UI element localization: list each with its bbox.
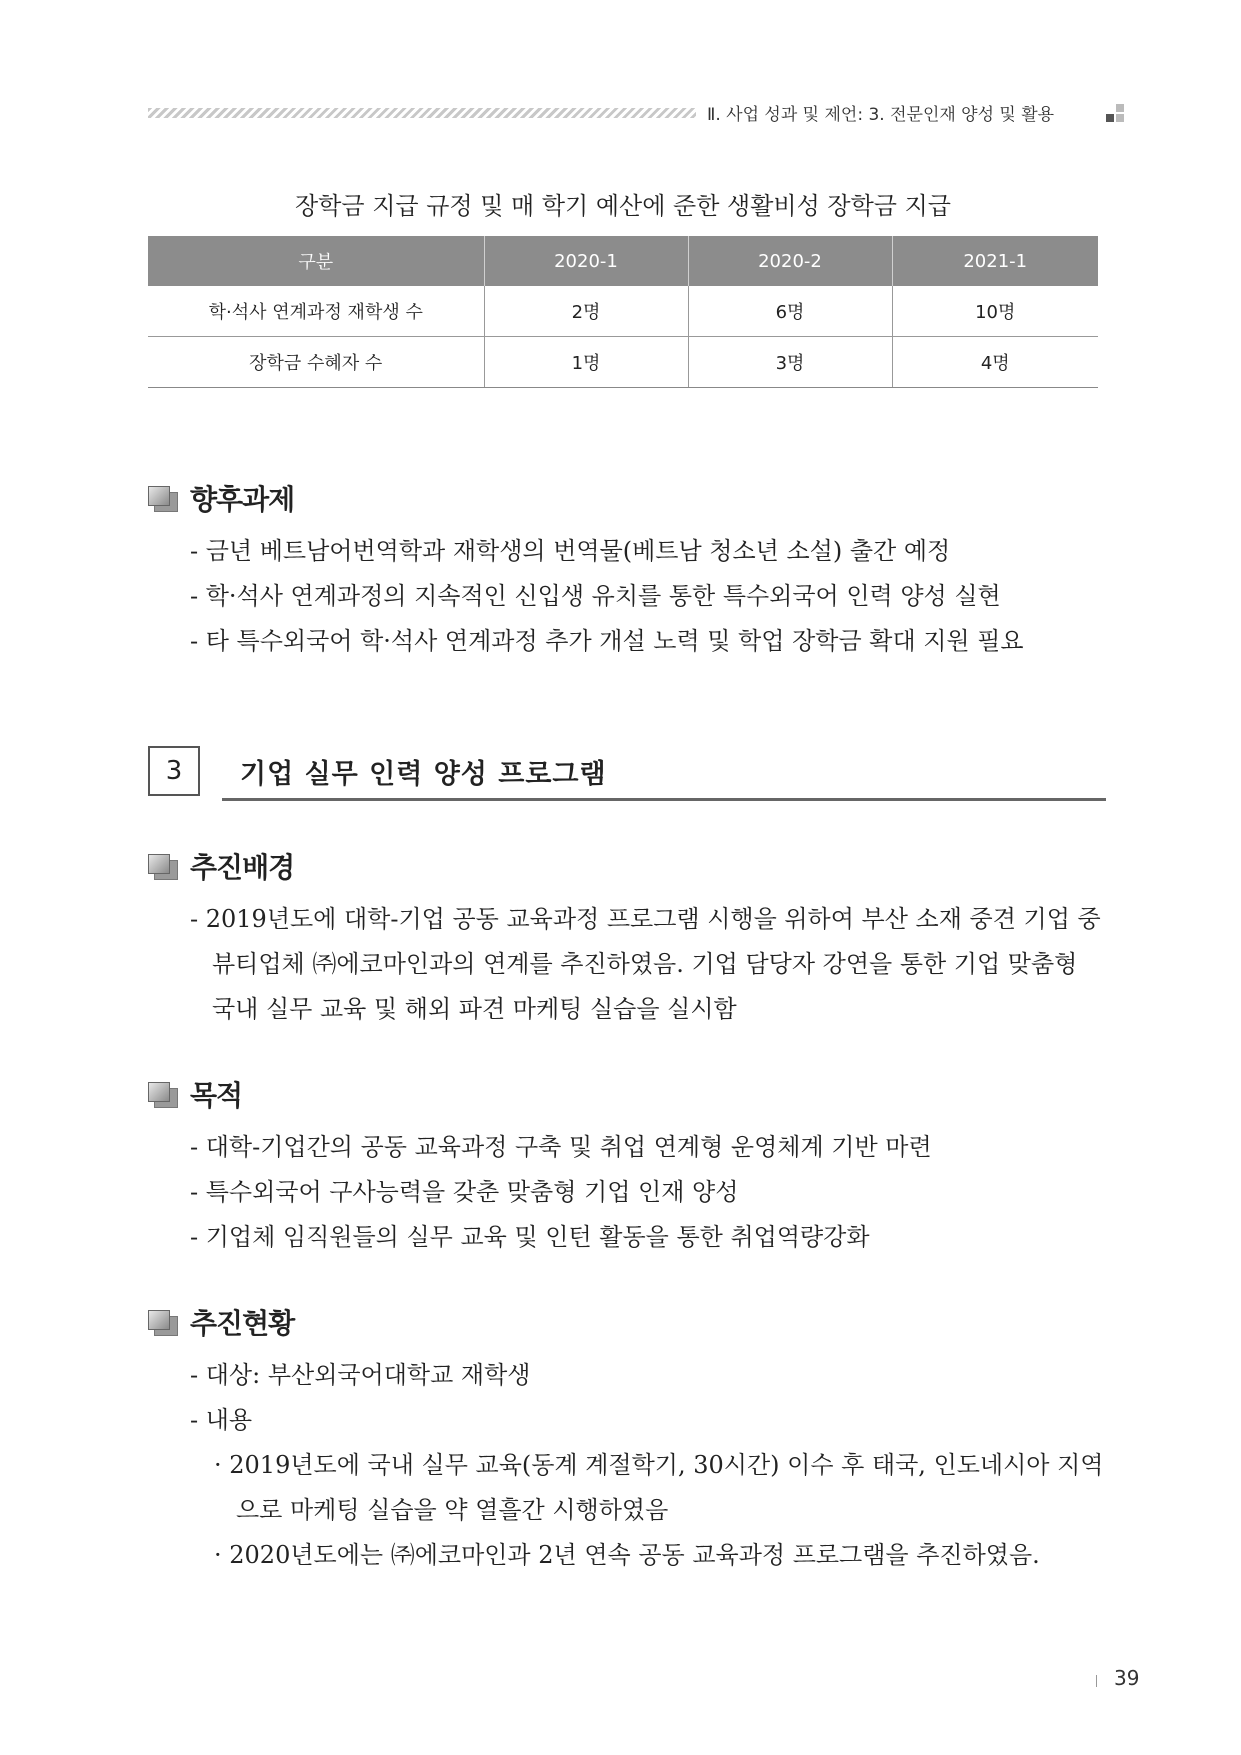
header-square-icon <box>1106 104 1124 122</box>
table-cell: 6명 <box>688 286 892 337</box>
table-cell: 10명 <box>892 286 1098 337</box>
list-item: - 대상: 부산외국어대학교 재학생 <box>190 1361 531 1389</box>
table-cell: 4명 <box>892 337 1098 388</box>
chapter-number-box: 3 <box>148 746 200 796</box>
list-item: - 내용 <box>190 1406 253 1434</box>
list-item: - 금년 베트남어번역학과 재학생의 번역물(베트남 청소년 소설) 출간 예정 <box>190 537 951 565</box>
book-icon <box>148 852 178 880</box>
column-header: 2021-1 <box>892 236 1098 286</box>
list-item: - 학·석사 연계과정의 지속적인 신입생 유치를 통한 특수외국어 인력 양성 실현 <box>190 582 1001 610</box>
section-title: 향후과제 <box>190 483 295 516</box>
section-heading-status <box>148 1304 294 1340</box>
running-header: Ⅱ. 사업 성과 및 제언: 3. 전문인재 양성 및 활용 <box>707 105 1055 125</box>
paragraph-line: 뷰티업체 ㈜에코마인과의 연계를 추진하였음. 기업 담당자 강연을 통한 기업 맞춤형 <box>212 950 1078 978</box>
table-cell: 2명 <box>484 286 688 337</box>
section-title: 추진현황 <box>190 1307 295 1340</box>
section-title: 추진배경 <box>190 851 295 884</box>
column-header: 2020-1 <box>484 236 688 286</box>
paragraph-line: - 2019년도에 대학-기업 공동 교육과정 프로그램 시행을 위하여 부산 소재 중견 기업 중 <box>190 905 1101 933</box>
table-cell: 학·석사 연계과정 재학생 수 <box>148 286 484 337</box>
list-item: - 특수외국어 구사능력을 갖춘 맞춤형 기업 인재 양성 <box>190 1178 739 1206</box>
column-header: 2020-2 <box>688 236 892 286</box>
paragraph-line: 국내 실무 교육 및 해외 파견 마케팅 실습을 실시함 <box>212 995 737 1023</box>
sub-list-item: · 2019년도에 국내 실무 교육(동계 계절학기, 30시간) 이수 후 태국, 인도네시아 지역 <box>214 1451 1104 1479</box>
table-header-row <box>148 236 1098 286</box>
book-icon <box>148 1080 178 1108</box>
scholarship-table <box>148 236 1098 388</box>
section-title: 목적 <box>190 1079 243 1112</box>
table-row <box>148 337 1098 388</box>
sub-list-item: · 2020년도에는 ㈜에코마인과 2년 연속 공동 교육과정 프로그램을 추진하였음. <box>214 1541 1040 1569</box>
header-stripe <box>148 108 696 118</box>
page-number-separator <box>1096 1675 1097 1687</box>
sub-list-item: 으로 마케팅 실습을 약 열흘간 시행하였음 <box>236 1496 669 1524</box>
column-header: 구분 <box>148 236 484 286</box>
table-cell: 장학금 수혜자 수 <box>148 337 484 388</box>
list-item: - 타 특수외국어 학·석사 연계과정 추가 개설 노력 및 학업 장학금 확대 지원 필요 <box>190 627 1024 655</box>
list-item: - 대학-기업간의 공동 교육과정 구축 및 취업 연계형 운영체계 기반 마련 <box>190 1133 932 1161</box>
section-heading-background <box>148 848 294 884</box>
book-icon <box>148 484 178 512</box>
list-item: - 기업체 임직원들의 실무 교육 및 인턴 활동을 통한 취업역량강화 <box>190 1223 870 1251</box>
book-icon <box>148 1308 178 1336</box>
table-caption: 장학금 지급 규정 및 매 학기 예산에 준한 생활비성 장학금 지급 <box>295 192 951 220</box>
chapter-underline <box>222 798 1106 801</box>
table-cell: 3명 <box>688 337 892 388</box>
table-cell: 1명 <box>484 337 688 388</box>
table-row <box>148 286 1098 337</box>
section-heading-purpose <box>148 1076 242 1112</box>
page-number: 39 <box>1114 1666 1140 1690</box>
chapter-title: 기업 실무 인력 양성 프로그램 <box>240 759 607 790</box>
section-heading-future-tasks <box>148 480 294 516</box>
